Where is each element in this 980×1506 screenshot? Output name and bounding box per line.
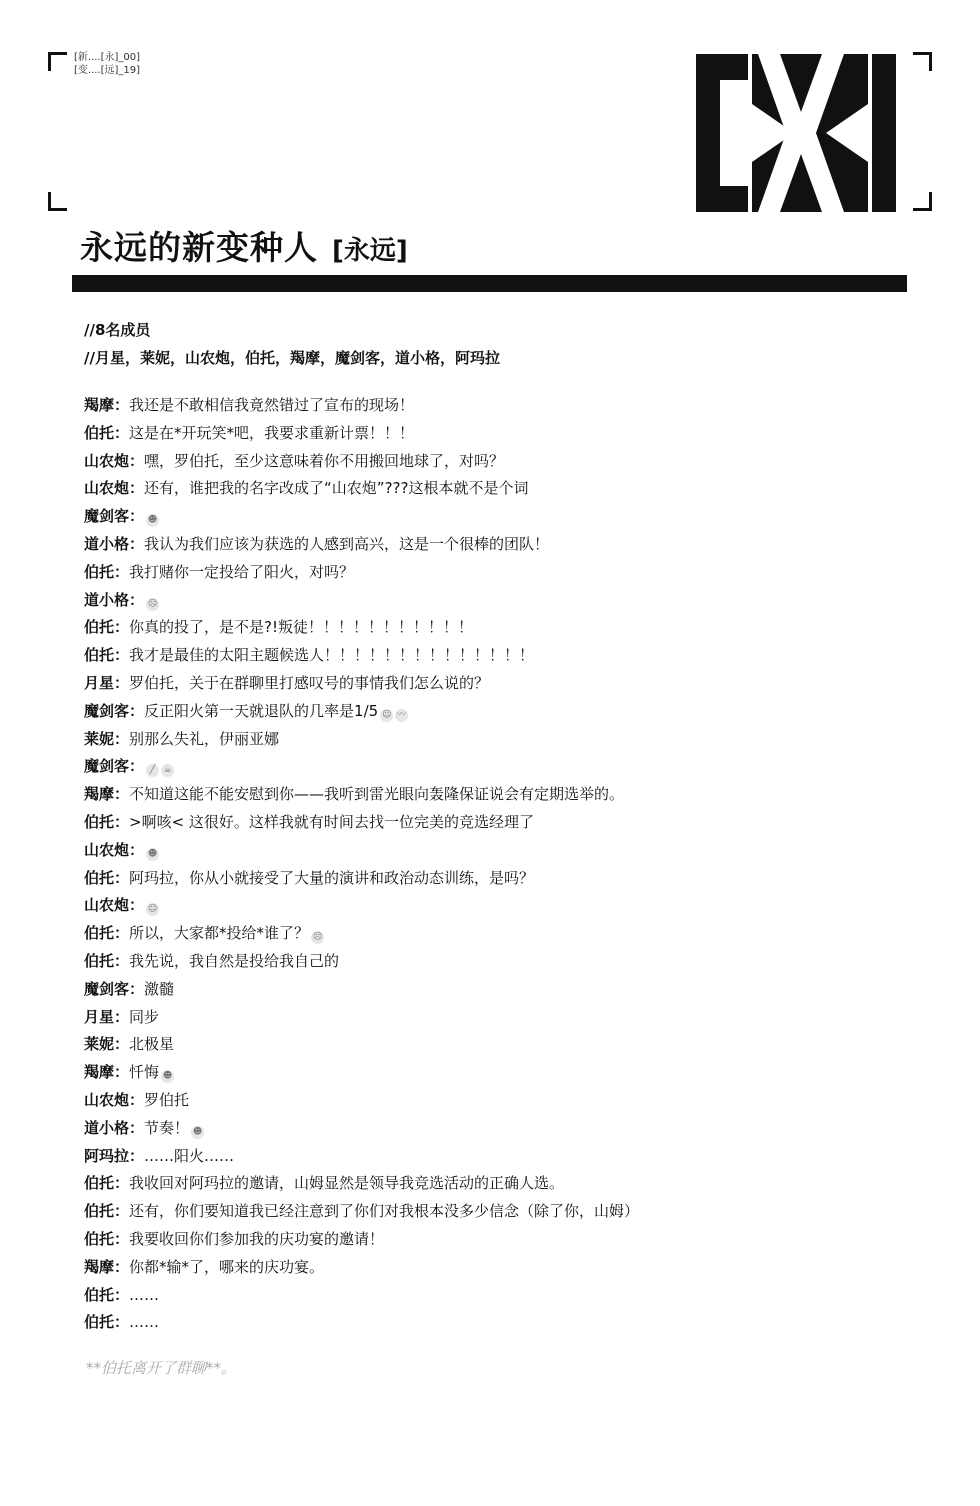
- message-text: 罗伯托，关于在群聊里打感叹号的事情我们怎么说的？: [129, 673, 490, 692]
- member-info: [84, 316, 500, 372]
- chat-message: [84, 781, 924, 809]
- feather-icon: 〰: [397, 709, 407, 720]
- sword-icon: ╱: [146, 764, 159, 777]
- message-speaker: 道小格: [84, 590, 130, 609]
- message-speaker: 伯托: [84, 423, 115, 442]
- chat-message: [84, 503, 924, 531]
- chat-message: [84, 726, 924, 754]
- chat-message: [84, 865, 924, 893]
- chat-message: [84, 614, 924, 642]
- speaker-colon: ：: [129, 590, 145, 609]
- message-text: 不知道这能不能安慰到你——我听到雷光眼向轰隆保证说会有定期选举的。: [129, 785, 625, 804]
- message-speaker: 羯摩: [84, 1257, 115, 1276]
- chat-message: [84, 698, 924, 726]
- speaker-colon: ：: [114, 1202, 130, 1221]
- message-text: 忏悔: [129, 1063, 160, 1082]
- speaker-colon: ：: [114, 618, 130, 637]
- chat-message: [84, 1170, 924, 1198]
- speaker-colon: ：: [129, 1090, 145, 1109]
- chat-message: [84, 392, 924, 420]
- chat-message: [84, 1115, 924, 1143]
- issue-code: [74, 51, 140, 77]
- corner-bracket-top-left: [48, 52, 67, 71]
- chat-message: [84, 448, 924, 476]
- message-text: 你真的投了，是不是?!叛徒！！！！！！！！！！！: [129, 618, 474, 637]
- chat-message: [84, 1254, 924, 1282]
- message-speaker: 伯托: [84, 924, 115, 943]
- message-speaker: 魔剑客: [84, 701, 130, 720]
- x-men-logo-icon: [696, 54, 896, 212]
- message-text: 阿玛拉，你从小就接受了大量的演讲和政治动态训练，是吗？: [129, 868, 535, 887]
- message-text: ……阳火……: [144, 1146, 235, 1165]
- message-speaker: 莱妮: [84, 729, 115, 748]
- chat-message: [84, 1226, 924, 1254]
- message-text: ……: [129, 1285, 160, 1304]
- speaker-colon: ：: [129, 979, 145, 998]
- message-text: 节奏！: [144, 1118, 190, 1137]
- chat-message: [84, 1004, 924, 1032]
- chat-message: [84, 920, 924, 948]
- message-speaker: 伯托: [84, 1202, 115, 1221]
- speaker-colon: ：: [129, 479, 145, 498]
- message-speaker: 道小格: [84, 534, 130, 553]
- message-text: 这是在*开玩笑*吧，我要求重新计票！！！: [129, 423, 415, 442]
- chat-message: [84, 559, 924, 587]
- speaker-colon: ：: [114, 673, 130, 692]
- issue-code-line-1: [新....[永]_00]: [74, 52, 141, 63]
- message-text: 我打赌你一定投给了阳火，对吗？: [129, 562, 355, 581]
- message-speaker: 阿玛拉: [84, 1146, 130, 1165]
- chat-message: [84, 1282, 924, 1310]
- chat-log: [84, 392, 924, 1337]
- corner-bracket-bottom-right: [913, 192, 932, 211]
- message-speaker: 伯托: [84, 646, 115, 665]
- message-text: 反正阳火第一天就退队的几率是1/5: [144, 701, 379, 720]
- message-text: 罗伯托: [144, 1090, 190, 1109]
- teacup-icon: ☕: [161, 764, 174, 777]
- chat-message: [84, 809, 924, 837]
- chat-message: [84, 531, 924, 559]
- speaker-colon: ：: [114, 1174, 130, 1193]
- message-speaker: 魔剑客: [84, 757, 130, 776]
- chat-message: [84, 892, 924, 920]
- issue-code-line-2: [变....[远]_19]: [74, 65, 141, 76]
- message-text: 激髓: [144, 979, 175, 998]
- chat-message: [84, 670, 924, 698]
- message-text: 北极星: [129, 1035, 175, 1054]
- speaker-colon: ：: [114, 868, 130, 887]
- page-title: [80, 222, 408, 269]
- speaker-colon: ：: [129, 507, 145, 526]
- message-speaker: 羯摩: [84, 1063, 115, 1082]
- title-tag: [永远]: [332, 236, 408, 266]
- message-speaker: 山农炮: [84, 840, 130, 859]
- speaker-colon: ：: [129, 840, 145, 859]
- message-speaker: 伯托: [84, 1229, 115, 1248]
- member-list: //月星，莱妮，山农炮，伯托，羯摩，魔剑客，道小格，阿玛拉: [84, 349, 500, 367]
- message-speaker: 道小格: [84, 1118, 130, 1137]
- chat-message: [84, 1309, 924, 1337]
- chat-message: [84, 1059, 924, 1087]
- chat-message: [84, 1198, 924, 1226]
- speaker-colon: ：: [114, 924, 130, 943]
- chat-message: [84, 1087, 924, 1115]
- message-speaker: 伯托: [84, 812, 115, 831]
- speaker-colon: ：: [114, 396, 130, 414]
- message-speaker: 莱妮: [84, 1035, 115, 1054]
- smile-face-icon: ☺: [381, 709, 392, 720]
- message-speaker: 伯托: [84, 1285, 115, 1304]
- neutral-face-icon: ☺: [147, 904, 158, 915]
- message-speaker: 山农炮: [84, 1090, 130, 1109]
- message-text: 你都*输*了，哪来的庆功宴。: [129, 1257, 325, 1276]
- chat-message: [84, 837, 924, 865]
- speaker-colon: ：: [114, 646, 130, 665]
- message-speaker: 伯托: [84, 1313, 115, 1332]
- speaker-colon: ：: [129, 1118, 145, 1137]
- speaker-colon: ：: [114, 812, 130, 831]
- devil-face-icon: ☻: [147, 515, 158, 526]
- message-speaker: 羯摩: [84, 396, 115, 414]
- chat-message: [84, 976, 924, 1004]
- speaker-colon: ：: [129, 1146, 145, 1165]
- message-speaker: 山农炮: [84, 896, 130, 915]
- left-chat-notice: **伯托离开了群聊**。: [86, 1359, 237, 1377]
- message-text: 同步: [129, 1007, 160, 1026]
- corner-bracket-bottom-left: [48, 192, 67, 211]
- message-text: 还有，谁把我的名字改成了“山农炮”???这根本就不是个词: [144, 479, 529, 498]
- chat-message: [84, 1143, 924, 1171]
- chat-message: [84, 948, 924, 976]
- speaker-colon: ：: [114, 1229, 130, 1248]
- speaker-colon: ：: [129, 701, 145, 720]
- message-speaker: 伯托: [84, 618, 115, 637]
- message-speaker: 月星: [84, 673, 115, 692]
- speaker-colon: ：: [114, 423, 130, 442]
- message-speaker: 山农炮: [84, 451, 130, 470]
- speaker-colon: ：: [114, 785, 130, 804]
- message-speaker: 山农炮: [84, 479, 130, 498]
- grin-face-icon: ☻: [147, 848, 158, 859]
- message-speaker: 羯摩: [84, 785, 115, 804]
- speaker-colon: ：: [114, 729, 130, 748]
- message-text: 所以，大家都*投给*谁了？: [129, 924, 310, 943]
- message-text: 我才是最佳的太阳主题候选人！！！！！！！！！！！！！！: [129, 646, 535, 665]
- message-text: 我要收回你们参加我的庆功宴的邀请！: [129, 1229, 385, 1248]
- angry-face-icon: ☹: [312, 932, 323, 943]
- message-text: ……: [129, 1313, 160, 1332]
- speaker-colon: ：: [114, 951, 130, 970]
- message-speaker: 伯托: [84, 1174, 115, 1193]
- message-speaker: 魔剑客: [84, 507, 130, 526]
- grin-face-icon: ☻: [162, 1071, 173, 1082]
- speaker-colon: ：: [114, 1063, 130, 1082]
- message-text: 还有，你们要知道我已经注意到了你们对我根本没多少信念（除了你，山姆）: [129, 1202, 640, 1221]
- speaker-colon: ：: [114, 1035, 130, 1054]
- message-text: 嘿，罗伯托，至少这意味着你不用搬回地球了，对吗？: [144, 451, 505, 470]
- message-text: 我还是不敢相信我竟然错过了宣布的现场！: [129, 396, 415, 414]
- message-text: 我收回对阿玛拉的邀请，山姆显然是领导我竞选活动的正确人选。: [129, 1174, 565, 1193]
- speaker-colon: ：: [129, 757, 145, 776]
- message-speaker: 伯托: [84, 562, 115, 581]
- message-text: 我认为我们应该为获选的人感到高兴，这是一个很棒的团队！: [144, 534, 550, 553]
- message-text: >啊咳< 这很好。这样我就有时间去找一位完美的竞选经理了: [129, 812, 534, 831]
- speaker-colon: ：: [114, 1007, 130, 1026]
- chat-message: [84, 642, 924, 670]
- member-count: //8名成员: [84, 321, 151, 339]
- message-speaker: 伯托: [84, 868, 115, 887]
- message-speaker: 魔剑客: [84, 979, 130, 998]
- chat-message: [84, 1031, 924, 1059]
- corner-bracket-top-right: [913, 52, 932, 71]
- speaker-colon: ：: [129, 896, 145, 915]
- speaker-colon: ：: [114, 562, 130, 581]
- chat-message: [84, 420, 924, 448]
- speaker-colon: ：: [129, 534, 145, 553]
- chat-message: [84, 475, 924, 503]
- speaker-colon: ：: [114, 1313, 130, 1332]
- chat-message: [84, 753, 924, 781]
- chat-message: [84, 587, 924, 615]
- message-text: 我先说，我自然是投给我自己的: [129, 951, 340, 970]
- title-main: 永远的新变种人: [80, 228, 318, 267]
- message-speaker: 伯托: [84, 951, 115, 970]
- message-speaker: 月星: [84, 1007, 115, 1026]
- speaker-colon: ：: [114, 1285, 130, 1304]
- speaker-colon: ：: [129, 451, 145, 470]
- speaker-colon: ：: [114, 1257, 130, 1276]
- grin-face-icon: ☻: [192, 1126, 203, 1137]
- annoyed-face-icon: ☹: [147, 598, 158, 609]
- title-underline-bar: [72, 275, 907, 292]
- message-text: 别那么失礼，伊丽亚娜: [129, 729, 280, 748]
